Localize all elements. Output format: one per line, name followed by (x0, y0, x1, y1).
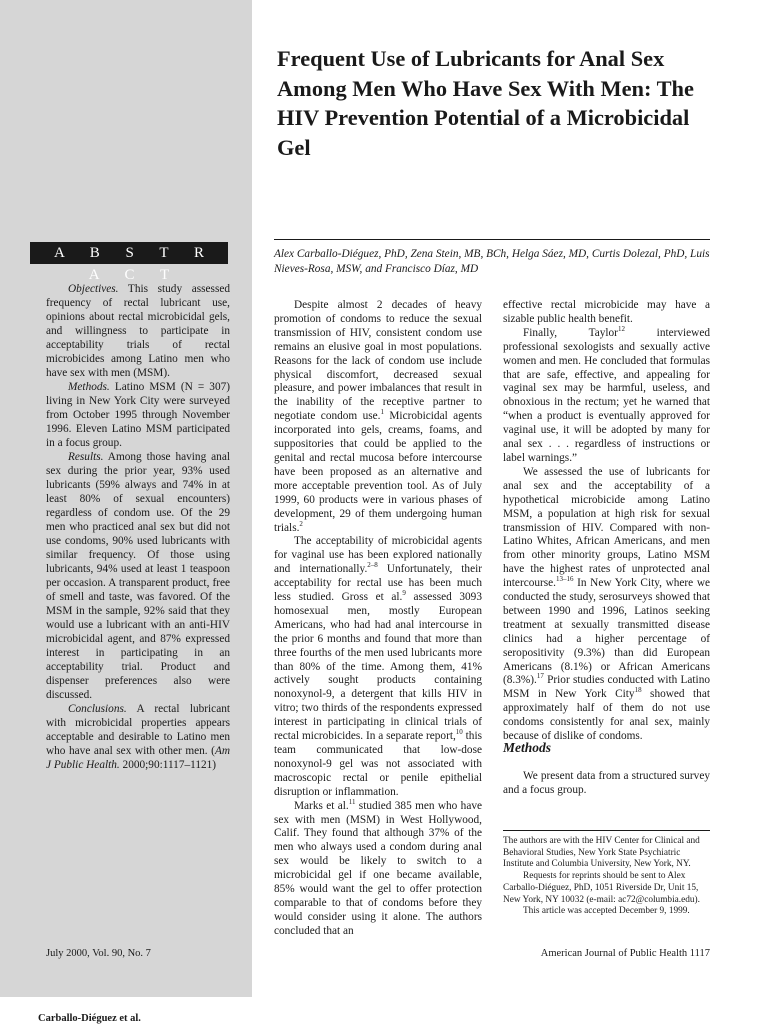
body-text: Marks et al. (294, 799, 349, 812)
body-paragraph (503, 327, 710, 466)
body-text: Microbicidal agents incorporated into gels, creams, foams, and suppositories that could be applied to the genital and rectal mucosa before intercourse have been proposed as an alternative and more acceptable prevention tool. As of July 1999, 60 products were in various phases of development, 29 of them undergoing human trials. (274, 410, 482, 534)
article-title: Frequent Use of Lubricants for Anal Sex Among Men Who Have Sex With Men: The HIV Prevention Potential of a Microbicidal Gel (277, 46, 694, 160)
reference-superscript: 12 (617, 325, 625, 334)
body-text: Finally, Taylor (523, 326, 618, 339)
body-text: Despite almost 2 decades of heavy promotion of condoms to reduce the sexual transmission of HIV, consistent condom use remains an elusive goal in most populations. Reasons for the lack of condom use include physical discomfort, decreased sexual pleasure, and power imbalances that result in the inability of the receptive partner to negotiate condom use. (274, 299, 482, 423)
body-text: this team communicated that low-dose nonoxynol-9 gel was not associated with macroscopic rectal or penile epithelial disruption or inflammation. (274, 730, 482, 798)
body-paragraph (274, 299, 482, 535)
abstract-methods-label: Methods. (68, 381, 110, 393)
acceptance-date-text: This article was accepted December 9, 1999. (523, 906, 690, 917)
running-head: Carballo-Diéguez et al. (38, 1013, 141, 1024)
abstract-objectives-label: Objectives. (68, 283, 119, 295)
methods-paragraph: We present data from a structured survey and a focus group. (503, 770, 710, 796)
body-paragraph: effective rectal microbicide may have a sizable public health benefit. (503, 299, 710, 325)
abstract-body (46, 282, 230, 772)
journal-page-number: American Journal of Public Health 1117 (540, 948, 710, 959)
abstract-citation-journal: Am J Public Health. (46, 745, 230, 771)
abstract-conclusions-label: Conclusions. (68, 703, 127, 715)
body-column-right (503, 299, 710, 744)
reference-superscript: 9 (402, 589, 406, 598)
body-text: assessed 3093 homosexual men, mostly European Americans, who had had anal intercourse in the prior 6 months and found that more than three fourths of the men used lubricants more than 80% of the time. Among them, 41% actively sought products containing nonoxynol-9, a detergent that kills HIV in vitro; two thirds of the respondents expressed interest in participating in clinical trials of rectal microbicides. In a separate report, (274, 591, 482, 743)
author-divider (274, 239, 710, 240)
methods-heading: Methods (503, 740, 552, 755)
body-paragraph (274, 535, 482, 799)
abstract-citation-details: 2000;90:1117–1121) (119, 759, 217, 771)
body-text: studied 385 men who have sex with men (MSM) in West Hollywood, Calif. They found that although 37% of the men who always used a condom during anal sex would be likely to switch to a microbicidal gel if one became available, 85% would want the gel to offer protection comparable to that of condoms before they would consider using it alone. The authors concluded that an (274, 799, 482, 937)
reference-superscript: 10 (455, 728, 463, 737)
reference-superscript: 13–16 (556, 575, 574, 584)
abstract-conclusions (46, 702, 230, 772)
abstract-heading: A B S T R A C T (30, 242, 228, 264)
body-text: interviewed professional sexologists and sexually active women and men. He concluded that formulas that are safe, effective, and appealing for vaginal sex may be harmful, useless, and obnoxious in the rectum; yet he warned that “when a product is eventually approved for vaginal use, it will be adopted by many for anal sex . . . regardless of instructions or label warnings.” (503, 326, 710, 464)
reprint-request-text: Requests for reprints should be sent to Alex Carballo-Diéguez, PhD, 1051 Riverside Dr, Unit 15, New York, NY 10032 (e-mail: ac72@columbia.edu). (503, 871, 700, 905)
body-column-left (274, 299, 482, 939)
abstract-conclusions-text: A rectal lubricant with microbicidal properties appears acceptable and desirable to Latino men who have anal sex with other men. ( (46, 703, 230, 757)
body-paragraph (503, 466, 710, 744)
reference-superscript: 18 (634, 686, 642, 695)
body-text: Unfortunately, their acceptability for rectal use has been much less studied. Gross et al. (274, 563, 482, 604)
reference-superscript: 11 (348, 797, 356, 806)
body-text: showed that approximately half of them do not use condoms consistently for anal sex, mainly because of dislike of condoms. (503, 688, 710, 743)
abstract-objectives (46, 282, 230, 380)
abstract-methods-text: Latino MSM (N = 307) living in New York City were surveyed from October 1995 through November 1996. Eleven Latino MSM participated in a focus group. (46, 381, 230, 449)
abstract-results (46, 450, 230, 702)
author-affiliation-note (503, 836, 710, 918)
abstract-methods (46, 380, 230, 450)
body-text: We assessed the use of lubricants for anal sex and the acceptability of a hypothetical microbicide among Latino MSM, a population at high risk for sexual transmission of HIV. Compared with non-Latino Whites, African Americans, and men from other minority groups, Latino MSM have the highest rates of unprotected anal intercourse. (503, 465, 710, 590)
abstract-objectives-text: This study assessed frequency of rectal lubricant use, opinions about rectal microbicidal gels, and willingness to participate in acceptability trials of rectal microbicides among Latino men who have sex with men (MSM). (46, 283, 230, 379)
body-text: In New York City, where we conducted the study, serosurveys showed that between 1990 and 1996, Latinos seeking treatment at sexually transmitted disease clinics had a higher percentage of seropositivity (9.3%) than did European Americans (8.1%) or African Americans (8.3%). (503, 577, 710, 687)
abstract-results-label: Results. (68, 451, 104, 463)
affiliation-text: The authors are with the HIV Center for Clinical and Behavioral Studies, New York State Psychiatric Institute and Columbia University, New York, NY. (503, 836, 700, 870)
body-text: The acceptability of microbicidal agents for vaginal use has been explored nationally and internationally. (274, 535, 482, 576)
abstract-results-text: Among those having anal sex during the prior year, 93% used lubricants (59% always and 74% in at least 80% of sexual encounters) regardless of condom use. Of the 29 men who practiced anal sex but did not use condoms, 90% used lubricants with similar frequency. Of those using lubricants, 94% used at least 1 teaspoon per occasion. A transparent product, free of smell and taste, was favored. Of the MSM in the sample, 92% said that they would use a lubricant with an anti-HIV microbicidal agent, and 87% expressed interest in participating in an acceptability trial. Product and dispenser preferences also were discussed. (46, 451, 230, 701)
affiliation-divider (503, 830, 710, 831)
reference-superscript: 2–8 (367, 561, 378, 570)
issue-info: July 2000, Vol. 90, No. 7 (46, 948, 151, 959)
author-list: Alex Carballo-Diéguez, PhD, Zena Stein, MB, BCh, Helga Sáez, MD, Curtis Dolezal, PhD, Luis Nieves-Rosa, MSW, and Francisco Díaz, MD (274, 248, 710, 275)
reference-superscript: 17 (536, 672, 544, 681)
reference-superscript: 1 (380, 408, 384, 417)
body-text: Prior studies conducted with Latino MSM in New York City (503, 674, 710, 701)
body-paragraph (274, 797, 482, 939)
reference-superscript: 2 (299, 519, 303, 528)
